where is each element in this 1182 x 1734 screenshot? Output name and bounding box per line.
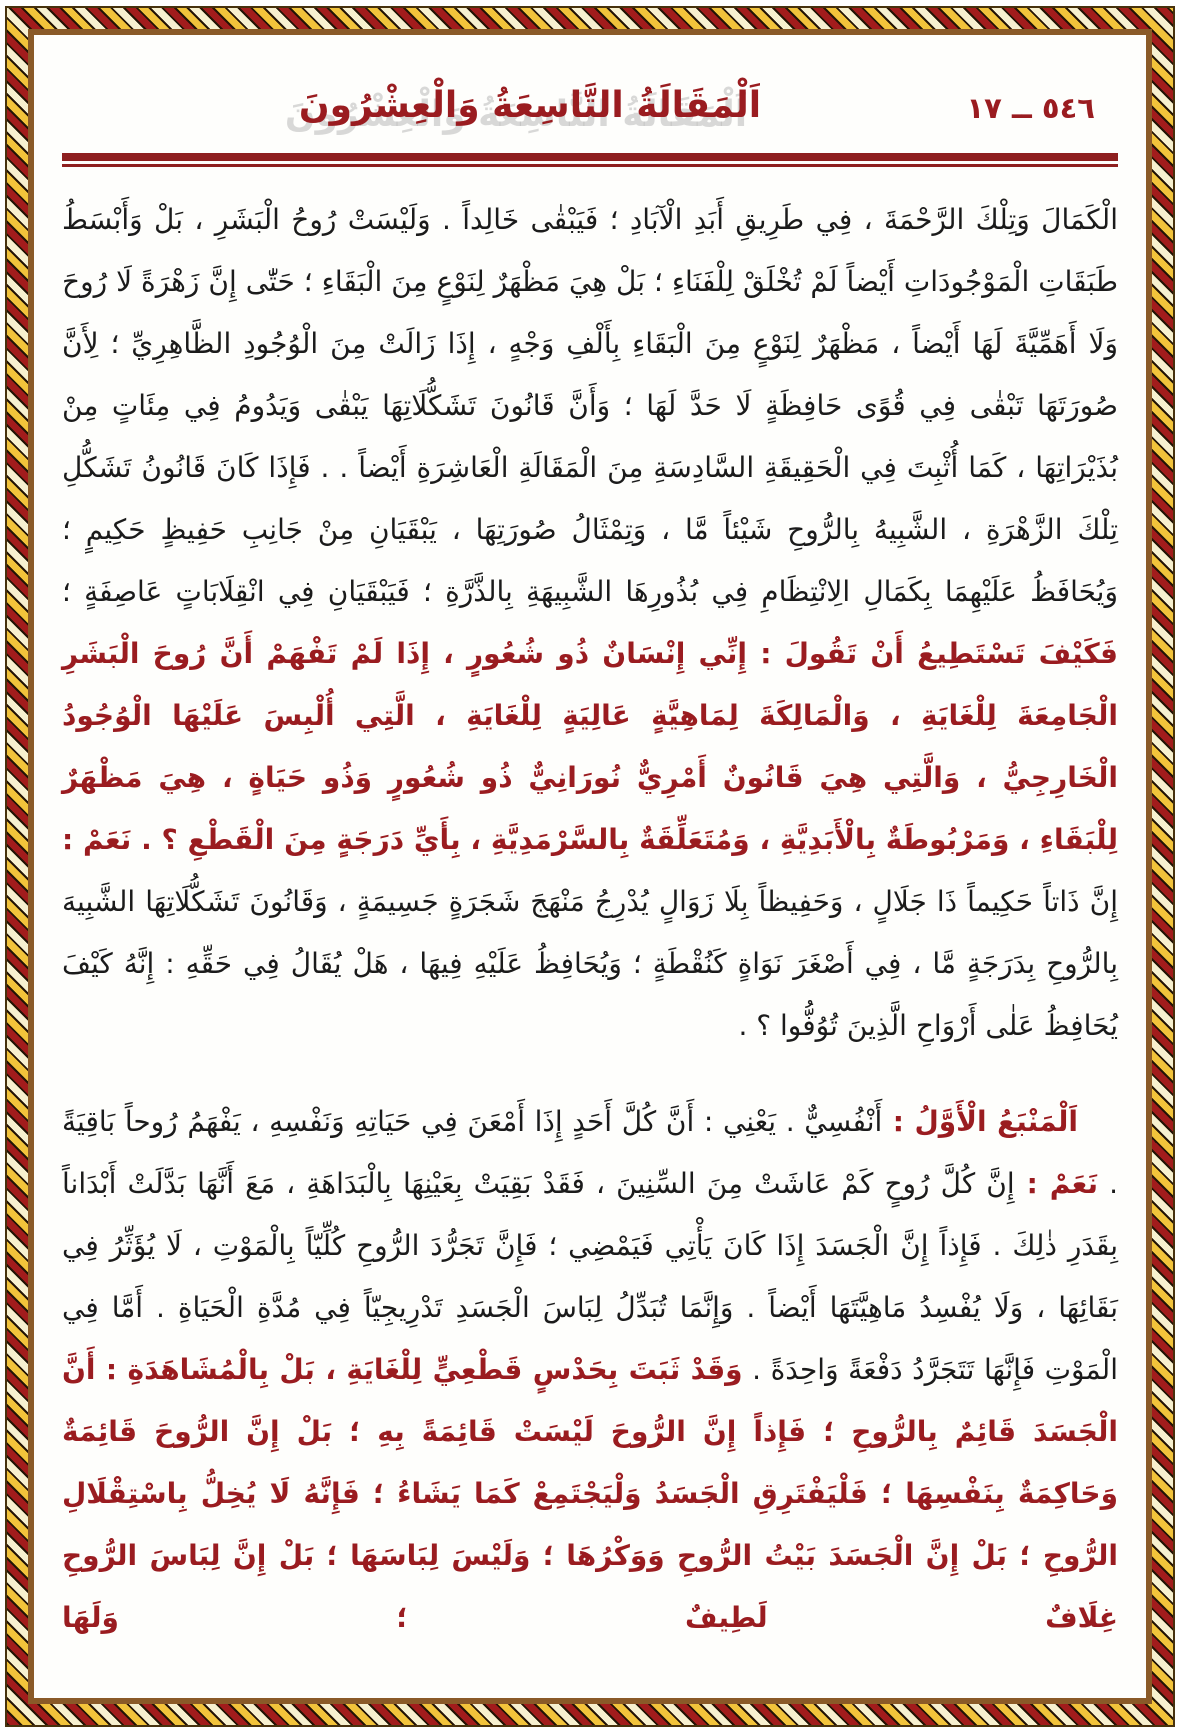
header-rule-thick	[62, 153, 1118, 161]
header-rule-thin	[62, 164, 1118, 167]
chain-pattern-band	[7, 8, 1173, 1725]
text-segment: اَلْمَنْبَعُ الْأَوَّلُ :	[882, 1105, 1078, 1138]
text-segment: نَعَمْ :	[1014, 1167, 1098, 1200]
paragraph	[62, 189, 1118, 1057]
page-content	[28, 29, 1152, 1704]
text-segment: إِنَّ ذَاتاً حَكِيماً ذَا جَلَالٍ ، وَحَفِيظاً بِلَا زَوَالٍ يُدْرِجُ مَنْهَجَ شَجَرَةٍ جَسِيمَةٍ ، وَقَانُونَ تَشَكُّلَاتِهَا الشَّبِيهَ بِالرُّوحِ بِدَرَجَةٍ مَّا ، فِي أَصْغَرَ نَوَاةٍ كَنُقْطَةٍ ؛ وَيُحَافِظُ عَلَيْهِ فِيهَا ، هَلْ يُقَالُ فِي حَقِّهِ : إِنَّهُ كَيْفَ يُحَافِظُ عَلٰى أَرْوَاحِ الَّذِينَ تُوُفُّوا ؟ .	[62, 885, 1118, 1042]
text-segment: إِنَّ كُلَّ رُوحٍ كَمْ عَاشَتْ مِنَ السِّنِينَ ، فَقَدْ بَقِيَتْ بِعَيْنِهَا بِالْبَدَاهَةِ ، مَعَ أَنَّهَا بَدَّلَتْ أَبْدَاناً بِقَدَرِ ذٰلِكَ . فَإِذاً إِنَّ الْجَسَدَ إِذَا كَانَ يَأْتِي فَيَمْضِي ؛ فَإِنَّ تَجَرُّدَ الرُّوحِ كُلِّيّاً بِالْمَوْتِ ، لَا يُؤَثِّرُ فِي بَقَائِهَا ، وَلَا يُفْسِدُ مَاهِيَّتَهَا أَيْضاً . وَإِنَّمَا تُبَدِّلُ لِبَاسَ الْجَسَدِ تَدْرِيجِيّاً فِي مُدَّةِ الْحَيَاةِ . أَمَّا فِي الْمَوْتِ فَإِنَّهَا تَتَجَرَّدُ دَفْعَةً وَاحِدَةً .	[62, 1167, 1118, 1386]
ornamental-border	[5, 6, 1175, 1727]
body-text	[62, 189, 1118, 1649]
page-title: اَلْمَقَالَةُ التَّاسِعَةُ وَالْعِشْرُونَ	[298, 85, 762, 126]
page-header	[62, 75, 1118, 153]
text-segment: فَكَيْفَ تَسْتَطِيعُ أَنْ تَقُولَ : إِنِّي إِنْسَانٌ ذُو شُعُورٍ ، إِذَا لَمْ تَفْهَمْ أَنَّ رُوحَ الْبَشَرِ الْجَامِعَةَ لِلْغَايَةِ ، وَالْمَالِكَةَ لِمَاهِيَّةٍ عَالِيَةٍ لِلْغَايَةِ ، الَّتِي أُلْبِسَ عَلَيْهَا الْوُجُودُ الْخَارِجِيُّ ، وَالَّتِي هِيَ قَانُونٌ أَمْرِيٌّ نُورَانِيٌّ ذُو شُعُورٍ وَذُو حَيَاةٍ ، هِيَ مَظْهَرٌ لِلْبَقَاءِ ، وَمَرْبُوطَةٌ بِالْأَبَدِيَّةِ ، وَمُتَعَلِّقَةٌ بِالسَّرْمَدِيَّةِ ، بِأَيِّ دَرَجَةٍ مِنَ الْقَطْعِ ؟ . نَعَمْ :	[62, 637, 1118, 856]
page-number: ٥٤٦ ــ ١٧	[966, 91, 1095, 125]
paragraph	[62, 1091, 1118, 1649]
text-segment: وَقَدْ ثَبَتَ بِحَدْسٍ قَطْعِيٍّ لِلْغَايَةِ ، بَلْ بِالْمُشَاهَدَةِ : أَنَّ الْجَسَدَ قَائِمٌ بِالرُّوحِ ؛ فَإِذاً إِنَّ الرُّوحَ لَيْسَتْ قَائِمَةً بِهِ ؛ بَلْ إِنَّ الرُّوحَ قَائِمَةٌ وَحَاكِمَةٌ بِنَفْسِهَا ؛ فَلْيَفْتَرِقِ الْجَسَدُ وَلْيَجْتَمِعْ كَمَا يَشَاءُ ؛ فَإِنَّهُ لَا يُخِلُّ بِاسْتِقْلَالِ الرُّوحِ ؛ بَلْ إِنَّ الْجَسَدَ بَيْتُ الرُّوحِ وَوَكْرُهَا ؛ وَلَيْسَ لِبَاسَهَا ؛ بَلْ إِنَّ لِبَاسَ الرُّوحِ غِلَافٌ لَطِيفٌ ؛ وَلَهَا	[62, 1353, 1118, 1634]
text-segment: أَنْفُسِيٌّ . يَعْنِي : أَنَّ كُلَّ أَحَدٍ إِذَا أَمْعَنَ فِي حَيَاتِهِ وَنَفْسِهِ ، يَفْهَمُ رُوحاً بَاقِيَةً .	[62, 1105, 1118, 1200]
text-segment: الْكَمَالَ وَتِلْكَ الرَّحْمَةَ ، فِي طَرِيقِ أَبَدِ الْآبَادِ ؛ فَيَبْقٰى خَالِداً . وَلَيْسَتْ رُوحُ الْبَشَرِ ، بَلْ وَأَبْسَطُ طَبَقَاتِ الْمَوْجُودَاتِ أَيْضاً لَمْ تُخْلَقْ لِلْفَنَاءِ ؛ بَلْ هِيَ مَظْهَرٌ لِنَوْعٍ مِنَ الْبَقَاءِ ؛ حَتّٰى إِنَّ زَهْرَةً لَا رُوحَ وَلَا أَهَمِّيَّةَ لَهَا أَيْضاً ، مَظْهَرٌ لِنَوْعٍ مِنَ الْبَقَاءِ بِأَلْفِ وَجْهٍ ، إِذَا زَالَتْ مِنَ الْوُجُودِ الظَّاهِرِيِّ ؛ لِأَنَّ صُورَتَهَا تَبْقٰى فِي قُوًى حَافِظَةٍ لَا حَدَّ لَهَا ؛ وَأَنَّ قَانُونَ تَشَكُّلَاتِهَا يَبْقٰى وَيَدُومُ فِي مِئَاتٍ مِنْ بُذَيْرَاتِهَا ، كَمَا أُثْبِتَ فِي الْحَقِيقَةِ السَّادِسَةِ مِنَ الْمَقَالَةِ الْعَاشِرَةِ أَيْضاً . . فَإِذَا كَانَ قَانُونُ تَشَكُّلِ تِلْكَ الزَّهْرَةِ ، الشَّبِيهُ بِالرُّوحِ شَيْئاً مَّا ، وَتِمْثَالُ صُورَتِهَا ، يَبْقَيَانِ مِنْ جَانِبِ حَفِيظٍ حَكِيمٍ ؛ وَيُحَافَظُ عَلَيْهِمَا بِكَمَالِ الِانْتِظَامِ فِي بُذُورِهَا الشَّبِيهَةِ بِالذَّرَّةِ ؛ فَيَبْقَيَانِ فِي انْقِلَابَاتٍ عَاصِفَةٍ ؛	[62, 203, 1118, 608]
